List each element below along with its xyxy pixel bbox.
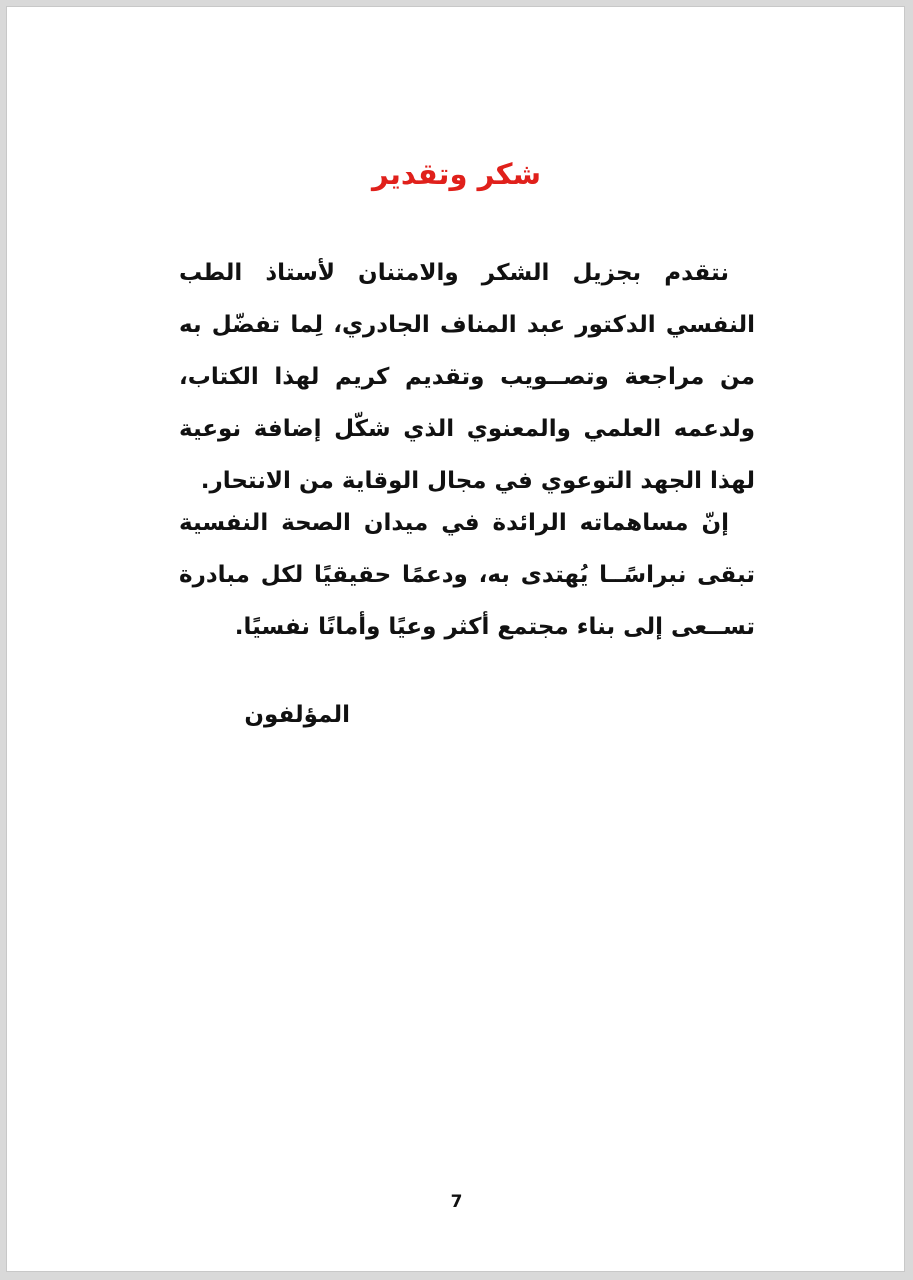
acknowledgement-paragraph-1: نتقدم بجزيل الشكر والامتنان لأستاذ الطب النفسي الدكتور عبد المناف الجادري، لِما تفضّل به من مراجعة وتصــويب وتقديم كريم لهذا الكتاب، ولدعمه العلمي والمعنوي الذي شكّل إضافة نوعية لهذا الجهد التوعوي في مجال الوقاية من الانتحار.	[179, 260, 755, 494]
page-title: شكر وتقدير	[372, 157, 541, 191]
document-page	[6, 6, 905, 1272]
acknowledgement-paragraph-2: إنّ مساهماته الرائدة في ميدان الصحة النفسية تبقى نبراسًــا يُهتدى به، ودعمًا حقيقيًا لكل مبادرة تســعى إلى بناء مجتمع أكثر وعيًا وأمانًا نفسيًا.	[179, 510, 755, 640]
authors-signature: المؤلفون	[244, 702, 350, 728]
page-number: 7	[450, 1192, 463, 1212]
